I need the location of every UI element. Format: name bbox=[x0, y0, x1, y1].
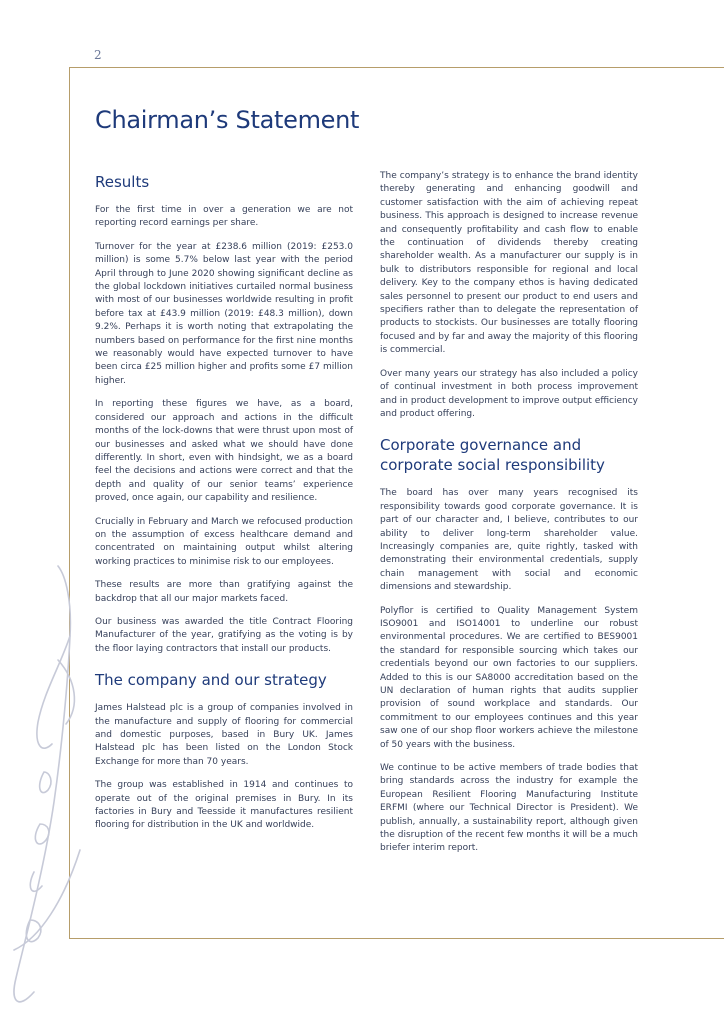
results-paragraph: Crucially in February and March we refocused production on the assumption of excess healthcare demand and concentrated on maintaining output whilst altering working practices to minimise risk to our employees. bbox=[95, 516, 353, 567]
governance-paragraph: We continue to be active members of trade bodies that bring standards across the industry for example the European Resilient Flooring Manufacturing Institute ERFMI (where our Technical Director is President). We publish, annually, a sustainability report, although given the disruption of the recent few months it will be a much briefer interim report. bbox=[380, 763, 638, 854]
results-paragraph: Turnover for the year at £238.6 million (2019: £253.0 million) is some 5.7% below last year with the period April through to June 2020 showing significant decline as the global lockdown initiatives curtailed normal business with most of our businesses worldwide resulting in profit before tax at £43.9 million (2019: £48.3 million), down 9.2%. Perhaps it is worth noting that extrapolating the numbers based on performance for the first nine months we reasonably would have expected turnover to have been circa £25 million higher and profits some £7 million higher. bbox=[95, 241, 353, 386]
results-paragraph: Our business was awarded the title Contract Flooring Manufacturer of the year, gratifying as the voting is by the floor laying contractors that install our products. bbox=[95, 616, 353, 654]
results-paragraph: In reporting these figures we have, as a board, considered our approach and actions in the difficult months of the lock-downs that were thrust upon most of our businesses and asked what we should have done differently. In short, even with hindsight, we as a board feel the decisions and actions were correct and that the depth and quality of our senior teams’ experience proved, once again, our capability and resilience. bbox=[95, 399, 353, 504]
signature-watermark bbox=[0, 540, 100, 1024]
results-paragraph: These results are more than gratifying against the backdrop that all our major markets faced. bbox=[95, 580, 353, 604]
results-paragraph: For the first time in over a generation we are not reporting record earnings per share. bbox=[95, 205, 353, 229]
right-column bbox=[380, 168, 638, 866]
governance-heading: Corporate governance and corporate social responsibility bbox=[380, 436, 605, 475]
governance-paragraph: Polyflor is certified to Quality Management System ISO9001 and ISO14001 to underline our robust environmental procedures. We are certified to BES9001 the standard for responsible sourcing which takes our credentials beyond our own factories to our suppliers. Added to this is our SA8000 accreditation based on the UN declaration of human rights that audits supplier provision of sound workplace and standards. Our commitment to our employees continues and this year saw one of our shop floor workers achieve the milestone of 50 years with the business. bbox=[380, 605, 638, 750]
left-column bbox=[95, 168, 353, 843]
strategy-paragraph: The group was established in 1914 and continues to operate out of the original premises in Bury. In its factories in Bury and Teesside it manufactures resilient flooring for distribution in the UK and worldwide. bbox=[95, 780, 353, 831]
results-heading: Results bbox=[95, 173, 150, 191]
page-number: 2 bbox=[94, 48, 102, 62]
strategy-paragraph: James Halstead plc is a group of companies involved in the manufacture and supply of flooring for commercial and domestic purposes, based in Bury UK. James Halstead plc has been listed on the London Stock Exchange for more than 70 years. bbox=[95, 703, 353, 767]
strategy-continued-paragraph: Over many years our strategy has also included a policy of continual investment in both process improvement and in product development to improve output efficiency and product offering. bbox=[380, 368, 638, 419]
strategy-continued-paragraph: The company’s strategy is to enhance the brand identity thereby generating and enhancing goodwill and customer satisfaction with the aim of achieving repeat business. This approach is designed to increase revenue and consequently profitability and cash flow to enable the continuation of dividends thereby creating shareholder wealth. As a manufacturer our supply is in bulk to distributors responsible for regional and local delivery. Key to the company ethos is having dedicated sales personnel to present our product to end users and specifiers rather than to delegate the representation of products to stockists. Our businesses are totally flooring focused and by far and away the majority of this flooring is commercial. bbox=[380, 171, 638, 356]
page-title: Chairman’s Statement bbox=[95, 106, 360, 134]
strategy-heading: The company and our strategy bbox=[95, 671, 327, 690]
governance-paragraph: The board has over many years recognised its responsibility towards good corporate governance. It is part of our character and, I believe, contributes to our ability to deliver long-term shareholder value. Increasingly companies are, quite rightly, tasked with demonstrating their environmental credentials, supply chain management with social and economic dimensions and stewardship. bbox=[380, 488, 638, 593]
